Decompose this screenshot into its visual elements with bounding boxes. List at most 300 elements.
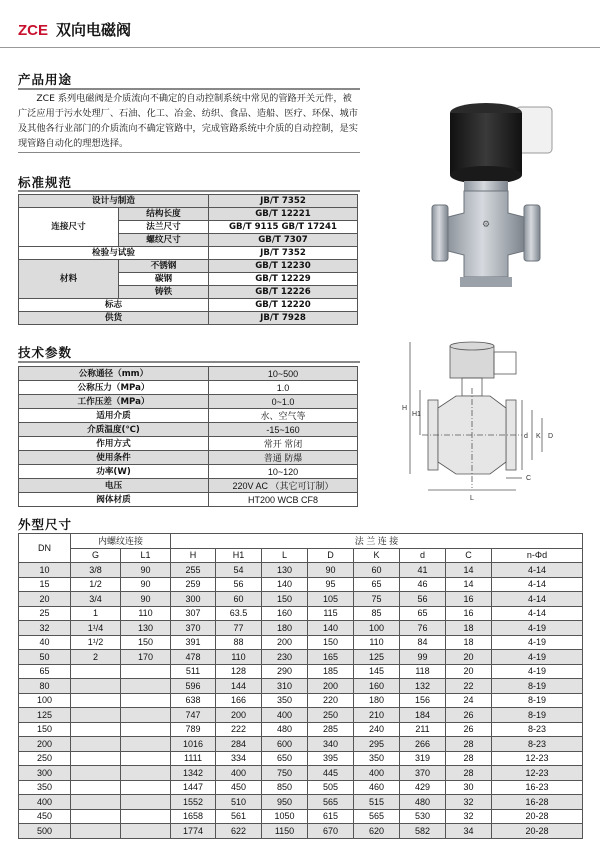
dim-header-dn: DN — [19, 534, 71, 563]
dim-cell: 100 — [354, 621, 400, 636]
dim-cell: 259 — [171, 577, 216, 592]
dim-cell: 1016 — [171, 737, 216, 752]
dim-cell: 24 — [446, 693, 492, 708]
tech-row — [19, 451, 358, 465]
dim-cell: 90 — [121, 592, 171, 607]
dim-cell: 10 — [19, 563, 71, 578]
table-row — [19, 809, 583, 824]
dim-cell: 1¹/2 — [71, 635, 121, 650]
dim-cell: 125 — [354, 650, 400, 665]
std-cell: 标志 — [19, 299, 209, 312]
dim-cell: 150 — [262, 592, 308, 607]
dim-cell: 400 — [19, 795, 71, 810]
dim-cell: 128 — [216, 664, 262, 679]
dim-cell: 30 — [446, 780, 492, 795]
svg-text:⚙: ⚙ — [481, 220, 491, 230]
tech-value: 常开 常闭 — [209, 437, 358, 451]
table-row — [19, 621, 583, 636]
dim-cell — [71, 751, 121, 766]
tech-row — [19, 465, 358, 479]
dim-col-header: L1 — [121, 548, 171, 563]
tech-table — [18, 366, 358, 507]
dim-cell — [121, 766, 171, 781]
dim-cell: 1111 — [171, 751, 216, 766]
dim-cell: 450 — [19, 809, 71, 824]
dim-cell: 1150 — [262, 824, 308, 839]
dim-cell: 50 — [19, 650, 71, 665]
dim-cell: 445 — [308, 766, 354, 781]
dim-cell: 140 — [262, 577, 308, 592]
dim-cell: 8-19 — [492, 708, 583, 723]
dim-col-header: D — [308, 548, 354, 563]
dim-cell: 3/4 — [71, 592, 121, 607]
dim-cell: 395 — [308, 751, 354, 766]
dim-cell: 220 — [308, 693, 354, 708]
dim-cell: 290 — [262, 664, 308, 679]
section-divider — [18, 361, 360, 363]
dim-cell: 210 — [354, 708, 400, 723]
dim-cell: 622 — [216, 824, 262, 839]
dim-cell: 184 — [400, 708, 446, 723]
dim-cell: 32 — [446, 795, 492, 810]
dimensions-table — [18, 533, 583, 839]
dim-cell: 8-23 — [492, 737, 583, 752]
dim-label-d: D — [548, 433, 554, 440]
dim-cell: 1¹/4 — [71, 621, 121, 636]
dim-cell: 400 — [262, 708, 308, 723]
table-row — [19, 708, 583, 723]
dim-cell: 56 — [400, 592, 446, 607]
dim-cell: 8-19 — [492, 679, 583, 694]
dim-col-header: H1 — [216, 548, 262, 563]
dim-cell: 156 — [400, 693, 446, 708]
dim-cell — [121, 809, 171, 824]
section-divider — [18, 190, 360, 192]
dim-cell: 350 — [262, 693, 308, 708]
dim-cell: 150 — [19, 722, 71, 737]
section-title-tech: 技术参数 — [18, 345, 73, 360]
tech-row — [19, 479, 358, 493]
dim-cell: 46 — [400, 577, 446, 592]
dim-cell: 65 — [354, 577, 400, 592]
page-title — [18, 19, 131, 40]
std-cell: GB/T 12229 — [209, 273, 358, 286]
dim-cell: 95 — [308, 577, 354, 592]
table-row — [19, 592, 583, 607]
dim-cell: 12-23 — [492, 766, 583, 781]
std-cell: 检验与试验 — [19, 247, 209, 260]
dim-cell: 515 — [354, 795, 400, 810]
table-row — [19, 722, 583, 737]
std-cell: JB/T 7352 — [209, 195, 358, 208]
dim-cell: 16 — [446, 606, 492, 621]
section-title-usage: 产品用途 — [18, 72, 73, 87]
table-row — [19, 664, 583, 679]
dim-cell: 4-19 — [492, 635, 583, 650]
dim-cell: 1447 — [171, 780, 216, 795]
dim-cell — [71, 824, 121, 839]
tech-value: 10~500 — [209, 367, 358, 381]
dim-cell: 1774 — [171, 824, 216, 839]
tech-row — [19, 423, 358, 437]
dim-cell: 200 — [308, 679, 354, 694]
dim-cell — [71, 664, 121, 679]
dim-cell — [121, 795, 171, 810]
valve-photo — [424, 95, 574, 295]
dim-cell: 99 — [400, 650, 446, 665]
dim-label-c: C — [526, 475, 532, 482]
dim-cell: 115 — [308, 606, 354, 621]
dim-cell: 1658 — [171, 809, 216, 824]
dim-cell — [121, 824, 171, 839]
dim-cell: 747 — [171, 708, 216, 723]
dim-label-h: H — [402, 405, 408, 412]
dim-cell: 4-14 — [492, 592, 583, 607]
dim-cell — [121, 679, 171, 694]
tech-row — [19, 437, 358, 451]
tech-row — [19, 395, 358, 409]
table-row — [19, 693, 583, 708]
std-cell: 碳钢 — [119, 273, 209, 286]
tech-row — [19, 493, 358, 507]
dim-cell: 20 — [446, 650, 492, 665]
dim-label-h1: H1 — [412, 411, 421, 418]
dim-cell: 511 — [171, 664, 216, 679]
dim-cell — [71, 693, 121, 708]
dim-cell: 222 — [216, 722, 262, 737]
dim-cell: 638 — [171, 693, 216, 708]
dim-cell: 350 — [19, 780, 71, 795]
dim-cell: 180 — [354, 693, 400, 708]
dim-col-header: K — [354, 548, 400, 563]
dim-cell: 230 — [262, 650, 308, 665]
dim-cell: 2 — [71, 650, 121, 665]
dim-cell: 4-14 — [492, 606, 583, 621]
table-row — [19, 679, 583, 694]
dim-cell: 565 — [354, 809, 400, 824]
dim-cell: 650 — [262, 751, 308, 766]
dim-cell: 334 — [216, 751, 262, 766]
dim-cell: 750 — [262, 766, 308, 781]
dim-cell: 16-28 — [492, 795, 583, 810]
dim-cell: 4-14 — [492, 577, 583, 592]
tech-param: 功率(W) — [19, 465, 209, 479]
std-group-label: 材料 — [19, 260, 119, 299]
dim-cell: 14 — [446, 563, 492, 578]
tech-value: 1.0 — [209, 381, 358, 395]
dim-cell: 100 — [19, 693, 71, 708]
std-cell: GB/T 12220 — [209, 299, 358, 312]
dim-cell: 950 — [262, 795, 308, 810]
dim-cell: 561 — [216, 809, 262, 824]
dim-cell: 125 — [19, 708, 71, 723]
dim-cell: 22 — [446, 679, 492, 694]
dim-cell: 8-23 — [492, 722, 583, 737]
tech-param: 使用条件 — [19, 451, 209, 465]
section-title-dims: 外型尺寸 — [18, 517, 73, 532]
dim-cell: 90 — [308, 563, 354, 578]
dim-cell: 130 — [262, 563, 308, 578]
table-row — [19, 751, 583, 766]
dim-cell: 150 — [121, 635, 171, 650]
dim-cell: 1050 — [262, 809, 308, 824]
dim-cell: 565 — [308, 795, 354, 810]
dim-cell: 250 — [19, 751, 71, 766]
std-cell: 不锈钢 — [119, 260, 209, 273]
dim-cell: 480 — [262, 722, 308, 737]
dim-cell: 170 — [121, 650, 171, 665]
dim-cell — [71, 766, 121, 781]
dim-cell: 582 — [400, 824, 446, 839]
dim-cell: 41 — [400, 563, 446, 578]
dim-cell — [121, 751, 171, 766]
dim-cell: 54 — [216, 563, 262, 578]
dim-cell — [121, 780, 171, 795]
tech-value: -15~160 — [209, 423, 358, 437]
dimension-drawing — [398, 338, 582, 508]
dim-col-header: d — [400, 548, 446, 563]
dim-cell: 160 — [262, 606, 308, 621]
tech-value: 10~120 — [209, 465, 358, 479]
tech-param: 适用介质 — [19, 409, 209, 423]
dim-cell: 670 — [308, 824, 354, 839]
tech-param: 电压 — [19, 479, 209, 493]
tech-value: HT200 WCB CF8 — [209, 493, 358, 507]
dim-cell: 14 — [446, 577, 492, 592]
table-row — [19, 650, 583, 665]
table-row — [19, 563, 583, 578]
std-group-label: 连接尺寸 — [19, 208, 119, 247]
dim-cell — [71, 737, 121, 752]
dim-cell — [71, 809, 121, 824]
dim-cell: 110 — [354, 635, 400, 650]
dim-cell: 18 — [446, 635, 492, 650]
dim-cell: 284 — [216, 737, 262, 752]
table-row — [19, 766, 583, 781]
dim-cell: 20 — [446, 664, 492, 679]
dim-cell: 370 — [171, 621, 216, 636]
dim-cell: 596 — [171, 679, 216, 694]
table-row — [19, 795, 583, 810]
dim-cell: 295 — [354, 737, 400, 752]
product-code: ZCE — [18, 22, 48, 39]
dim-cell: 60 — [354, 563, 400, 578]
dim-cell — [71, 795, 121, 810]
dim-cell: 250 — [308, 708, 354, 723]
std-cell: 设计与制造 — [19, 195, 209, 208]
header-divider — [0, 47, 600, 48]
dim-cell: 200 — [216, 708, 262, 723]
dim-col-header: H — [171, 548, 216, 563]
dim-cell: 850 — [262, 780, 308, 795]
dim-cell: 20-28 — [492, 809, 583, 824]
dim-cell: 165 — [308, 650, 354, 665]
dim-cell: 200 — [19, 737, 71, 752]
dim-cell: 340 — [308, 737, 354, 752]
std-cell: GB/T 7307 — [209, 234, 358, 247]
dim-cell: 76 — [400, 621, 446, 636]
dim-cell — [121, 722, 171, 737]
dim-cell: 32 — [446, 809, 492, 824]
dim-cell: 4-19 — [492, 664, 583, 679]
dim-cell: 370 — [400, 766, 446, 781]
dim-cell: 391 — [171, 635, 216, 650]
dim-cell: 450 — [216, 780, 262, 795]
dim-cell: 180 — [262, 621, 308, 636]
dim-cell: 510 — [216, 795, 262, 810]
dim-cell: 130 — [121, 621, 171, 636]
dim-cell: 145 — [354, 664, 400, 679]
section-divider — [18, 152, 360, 153]
dim-cell: 478 — [171, 650, 216, 665]
tech-value: 0~1.0 — [209, 395, 358, 409]
dim-cell: 8-19 — [492, 693, 583, 708]
dim-cell: 28 — [446, 751, 492, 766]
dim-cell: 4-14 — [492, 563, 583, 578]
dim-cell: 110 — [121, 606, 171, 621]
table-row — [19, 635, 583, 650]
dim-cell: 20 — [19, 592, 71, 607]
dim-cell: 185 — [308, 664, 354, 679]
dim-cell: 75 — [354, 592, 400, 607]
dim-cell: 15 — [19, 577, 71, 592]
dim-cell: 144 — [216, 679, 262, 694]
dim-col-header: G — [71, 548, 121, 563]
table-row — [19, 606, 583, 621]
std-cell: 法兰尺寸 — [119, 221, 209, 234]
dim-cell: 32 — [19, 621, 71, 636]
intro-paragraph: ZCE 系列电磁阀是介质流向不确定的自动控制系统中常见的管路开关元件，被广泛应用于污水处理厂、石油、化工、冶金、纺织、食品、造船、医疗、环保、城市及其他各行业部门的介质流向不确定管路中，完成管路系统中介质的自动控制，是实现管路自动化的理想选择。 — [18, 93, 358, 149]
tech-param: 公称压力（MPa） — [19, 381, 209, 395]
product-name: 双向电磁阀 — [56, 21, 132, 39]
dim-header-thread: 内螺纹连接 — [71, 534, 171, 549]
dim-cell: 12-23 — [492, 751, 583, 766]
dim-cell — [121, 737, 171, 752]
standards-table — [18, 194, 358, 325]
dim-cell: 25 — [19, 606, 71, 621]
dim-cell: 56 — [216, 577, 262, 592]
dim-cell: 1/2 — [71, 577, 121, 592]
dim-cell: 110 — [216, 650, 262, 665]
dim-cell: 140 — [308, 621, 354, 636]
dim-cell: 211 — [400, 722, 446, 737]
dim-col-header: n-Φd — [492, 548, 583, 563]
dim-cell: 480 — [400, 795, 446, 810]
dim-col-header: C — [446, 548, 492, 563]
tech-row — [19, 367, 358, 381]
dim-cell: 28 — [446, 766, 492, 781]
dim-cell: 200 — [262, 635, 308, 650]
tech-param: 介质温度(℃) — [19, 423, 209, 437]
dim-cell: 84 — [400, 635, 446, 650]
tech-value: 普通 防爆 — [209, 451, 358, 465]
dim-cell — [121, 664, 171, 679]
dim-cell: 90 — [121, 563, 171, 578]
dim-cell: 620 — [354, 824, 400, 839]
table-row — [19, 737, 583, 752]
dim-cell: 1 — [71, 606, 121, 621]
dim-cell: 400 — [216, 766, 262, 781]
dim-cell — [71, 780, 121, 795]
dim-cell: 266 — [400, 737, 446, 752]
dim-cell: 65 — [400, 606, 446, 621]
dim-cell: 4-19 — [492, 621, 583, 636]
dim-cell: 28 — [446, 737, 492, 752]
dim-cell: 310 — [262, 679, 308, 694]
dim-cell: 460 — [354, 780, 400, 795]
dim-cell: 90 — [121, 577, 171, 592]
tech-value: 水、空气等 — [209, 409, 358, 423]
dim-cell: 63.5 — [216, 606, 262, 621]
page-header — [0, 0, 600, 50]
dim-cell: 20-28 — [492, 824, 583, 839]
tech-value: 220V AC （其它可订制） — [209, 479, 358, 493]
tech-param: 作用方式 — [19, 437, 209, 451]
dim-cell: 160 — [354, 679, 400, 694]
dim-cell: 350 — [354, 751, 400, 766]
tech-param: 阀体材质 — [19, 493, 209, 507]
dim-cell: 285 — [308, 722, 354, 737]
dim-cell: 65 — [19, 664, 71, 679]
dim-cell: 132 — [400, 679, 446, 694]
dim-label-l: L — [470, 495, 474, 502]
dim-cell: 615 — [308, 809, 354, 824]
table-row — [19, 780, 583, 795]
dim-cell: 26 — [446, 708, 492, 723]
std-cell: GB/T 9115 GB/T 17241 — [209, 221, 358, 234]
dim-cell: 307 — [171, 606, 216, 621]
dim-cell: 34 — [446, 824, 492, 839]
intro-text — [18, 91, 360, 151]
std-cell: 结构长度 — [119, 208, 209, 221]
dim-cell: 118 — [400, 664, 446, 679]
dim-cell: 600 — [262, 737, 308, 752]
dim-cell: 80 — [19, 679, 71, 694]
std-cell: 供货 — [19, 312, 209, 325]
dim-label-k: K — [536, 433, 541, 440]
dim-cell: 530 — [400, 809, 446, 824]
tech-row — [19, 381, 358, 395]
dim-cell: 166 — [216, 693, 262, 708]
dim-cell: 789 — [171, 722, 216, 737]
dim-cell: 105 — [308, 592, 354, 607]
tech-row — [19, 409, 358, 423]
dim-cell: 150 — [308, 635, 354, 650]
dim-cell: 255 — [171, 563, 216, 578]
dim-cell — [121, 708, 171, 723]
dim-cell: 18 — [446, 621, 492, 636]
dim-cell: 60 — [216, 592, 262, 607]
dim-cell: 40 — [19, 635, 71, 650]
dim-cell: 429 — [400, 780, 446, 795]
dim-cell — [71, 722, 121, 737]
dim-header-flange: 法 兰 连 接 — [171, 534, 583, 549]
dim-cell: 240 — [354, 722, 400, 737]
dim-cell: 3/8 — [71, 563, 121, 578]
dim-cell: 88 — [216, 635, 262, 650]
dim-cell — [71, 708, 121, 723]
dim-cell: 16-23 — [492, 780, 583, 795]
dim-cell: 505 — [308, 780, 354, 795]
table-row — [19, 824, 583, 839]
dim-cell: 400 — [354, 766, 400, 781]
dim-cell: 319 — [400, 751, 446, 766]
dim-col-header: L — [262, 548, 308, 563]
tech-param: 工作压差（MPa） — [19, 395, 209, 409]
dim-cell: 1342 — [171, 766, 216, 781]
std-cell: GB/T 12230 — [209, 260, 358, 273]
dim-cell: 16 — [446, 592, 492, 607]
